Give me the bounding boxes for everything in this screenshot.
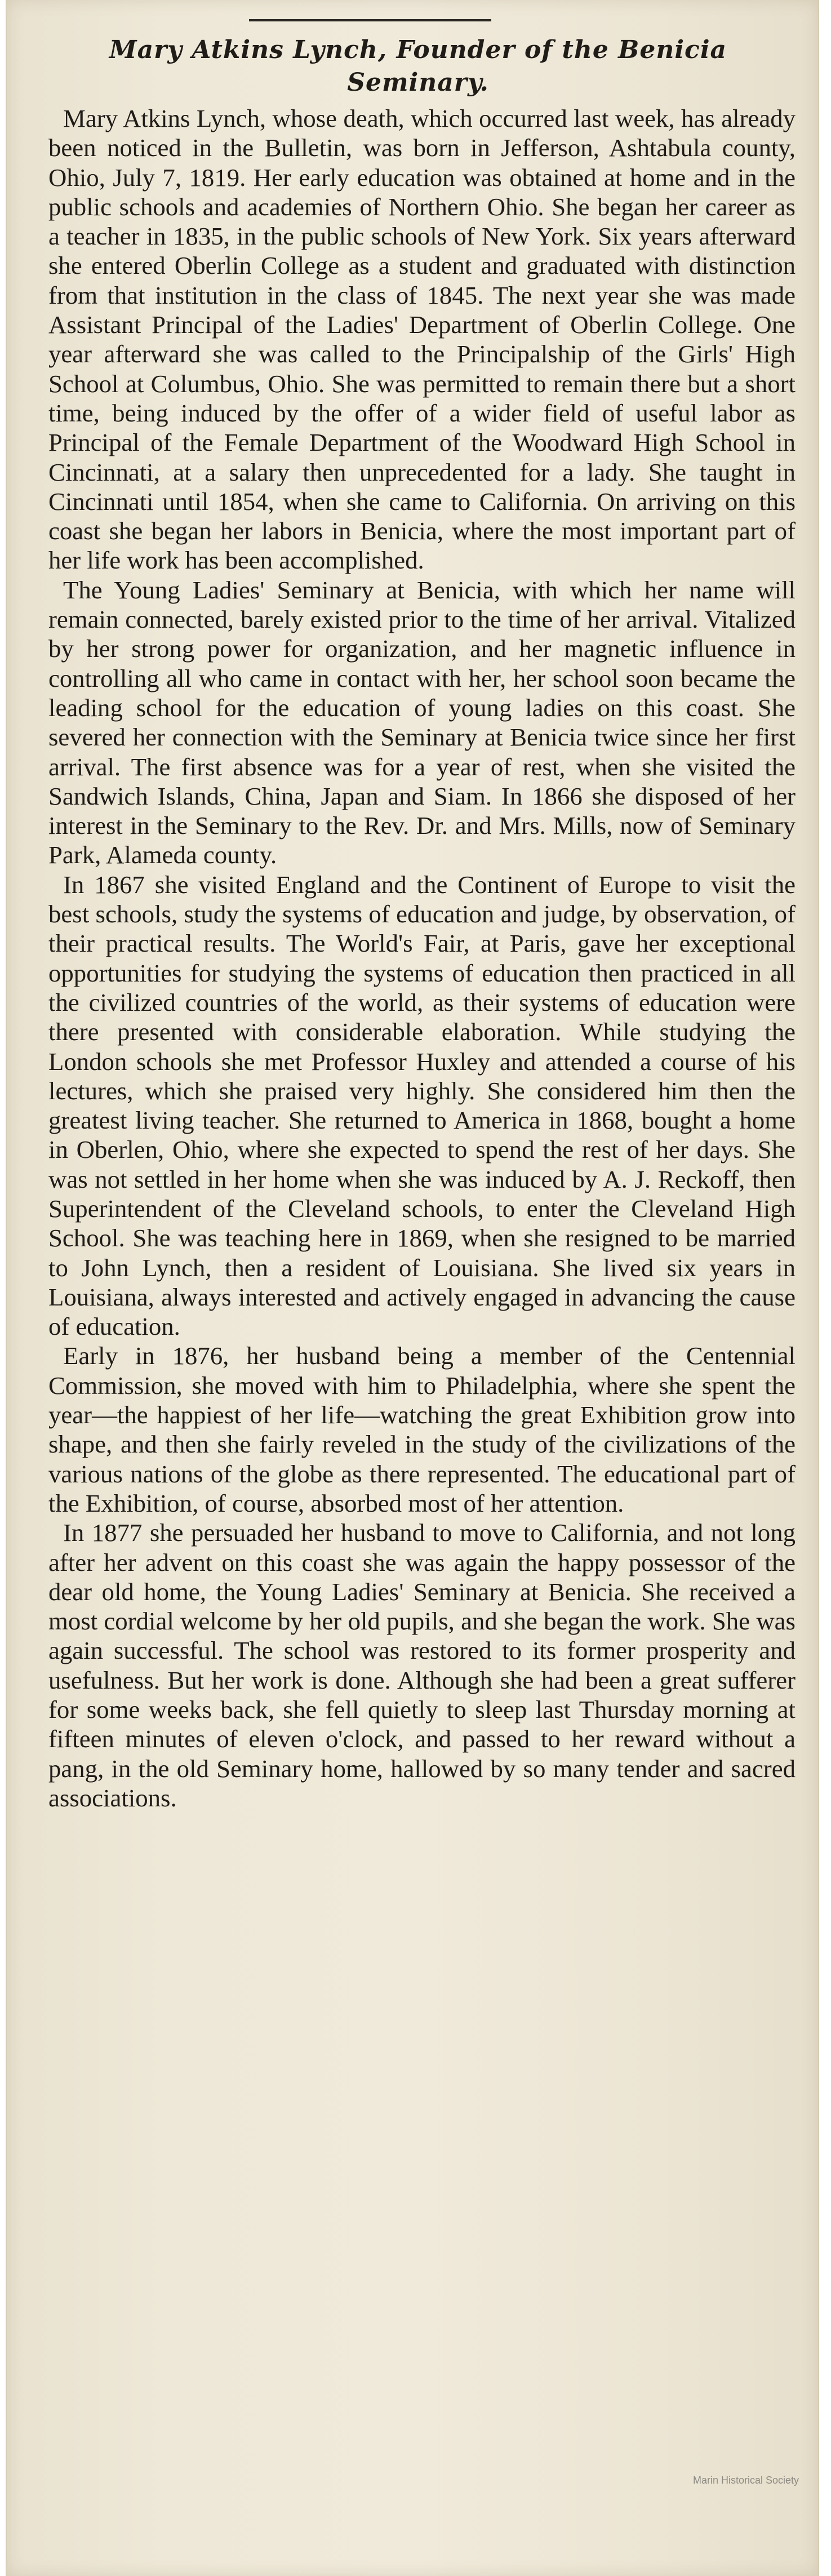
header-rule: [249, 19, 491, 21]
paragraph-biography: Mary Atkins Lynch, whose death, which occurred last week, has already been noticed in the Bulletin, was born in Jefferson, Ashtabula county, Ohio, July 7, 1819. Her early education was obtained at home and in the public schools and academies of Northern Ohio. She began her career as a teacher in 1835, in the public schools of New York. Six years afterward she entered Oberlin College as a student and graduated with distinction from that institution in the class of 1845. The next year she was made Assistant Principal of the Ladies' Department of Oberlin College. One year afterward she was called to the Principalship of the Girls' High School at Columbus, Ohio. She was permitted to remain there but a short time, being induced by the offer of a wider field of useful labor as Principal of the Female Department of the Woodward High School in Cincinnati, at a salary then unprecedented for a lady. She taught in Cincinnati until 1854, when she came to California. On arriving on this coast she began her labors in Benicia, where the most important part of her life work has been accomplished.: [48, 104, 796, 575]
paragraph-return: In 1877 she persuaded her husband to move to California, and not long after her advent on this coast she was again the happy possessor of the dear old home, the Young Ladies' Seminary at Benicia. She received a most cordial welcome by her old pupils, and she began the work. She was again successful. The school was restored to its former prosperity and usefulness. But her work is done. Although she had been a great sufferer for some weeks back, she fell quietly to sleep last Thursday morning at fifteen minutes of eleven o'clock, and passed to her reward without a pang, in the old Seminary home, hallowed by so many tender and sacred associations.: [48, 1518, 796, 1812]
newspaper-clipping: [6, 0, 819, 2576]
watermark: Marin Historical Society: [693, 2475, 799, 2486]
article-body: [48, 104, 796, 1813]
paragraph-seminary: The Young Ladies' Seminary at Benicia, with which her name will remain connected, barely existed prior to the time of her arrival. Vitalized by her strong power for organization, and her magnetic influence in controlling all who came in contact with her, her school soon became the leading school for the education of young ladies on this coast. She severed her connection with the Seminary at Benicia twice since her first arrival. The first absence was for a year of rest, when she visited the Sandwich Islands, China, Japan and Siam. In 1866 she disposed of her interest in the Seminary to the Rev. Dr. and Mrs. Mills, now of Seminary Park, Alameda county.: [48, 575, 796, 869]
paragraph-europe: In 1867 she visited England and the Continent of Europe to visit the best schools, study the systems of education and judge, by observation, of their practical results. The World's Fair, at Paris, gave her exceptional opportunities for studying the systems of education then practiced in all the civilized countries of the world, as their systems of education were there presented with considerable elaboration. While studying the London schools she met Professor Huxley and attended a course of his lectures, which she praised very highly. She considered him then the greatest living teacher. She returned to America in 1868, bought a home in Oberlen, Ohio, where she expected to spend the rest of her days. She was not settled in her home when she was induced by A. J. Reckoff, then Superintendent of the Cleveland schools, to enter the Cleveland High School. She was teaching here in 1869, when she resigned to be married to John Lynch, then a resident of Louisiana. She lived six years in Louisiana, always interested and actively engaged in advancing the cause of education.: [48, 870, 796, 1341]
paragraph-centennial: Early in 1876, her husband being a member of the Centennial Commission, she moved with him to Philadelphia, where she spent the year—the happiest of her life—watching the great Exhibition grow into shape, and then she fairly reveled in the study of the civilizations of the various nations of the globe as there represented. The educational part of the Exhibition, of course, absorbed most of her attention.: [48, 1342, 796, 1517]
headline: Mary Atkins Lynch, Founder of the Benicia Seminary.: [109, 35, 727, 97]
